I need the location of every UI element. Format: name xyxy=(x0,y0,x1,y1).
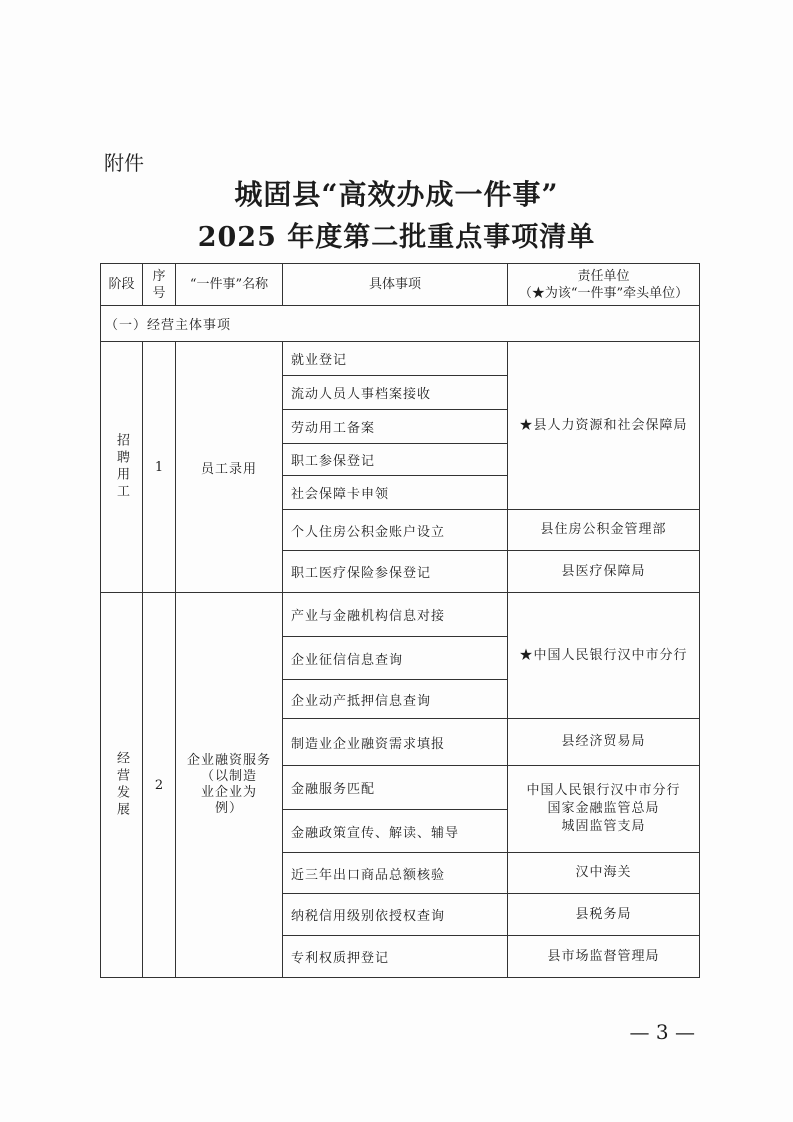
col-stage-header: 阶段 xyxy=(101,264,143,306)
item-cell: 劳动用工备案 xyxy=(283,410,508,444)
item-cell: 流动人员人事档案接收 xyxy=(283,376,508,410)
item-cell: 制造业企业融资需求填报 xyxy=(283,719,508,766)
item-cell: 产业与金融机构信息对接 xyxy=(283,593,508,637)
col-number-header: 序号 xyxy=(143,264,176,306)
unit-cell: 汉中海关 xyxy=(508,853,700,894)
stage-cell: 招聘用工 xyxy=(101,342,143,593)
item-cell: 职工参保登记 xyxy=(283,444,508,476)
col-item-header: 具体事项 xyxy=(283,264,508,306)
unit-header-main: 责任单位 xyxy=(577,268,630,284)
unit-cell: ★中国人民银行汉中市分行 xyxy=(508,593,700,719)
item-cell: 纳税信用级别依授权查询 xyxy=(283,894,508,936)
section-row xyxy=(101,306,700,342)
item-cell: 专利权质押登记 xyxy=(283,936,508,978)
number-cell: 2 xyxy=(143,593,176,978)
page-title-line2: 2025 年度第二批重点事项清单 xyxy=(197,222,596,253)
event-name-note: （以制造业企业为例） xyxy=(200,769,257,816)
unit-cell: 县经济贸易局 xyxy=(508,719,700,766)
section-label: （一）经营主体事项 xyxy=(101,306,700,342)
table-row xyxy=(101,342,700,376)
table-header-row xyxy=(101,264,700,306)
col-name-header: “一件事”名称 xyxy=(176,264,283,306)
event-name-cell xyxy=(176,593,283,978)
page-number: — 3 — xyxy=(629,1020,695,1044)
unit-cell xyxy=(508,766,700,853)
page-title-line1: 城固县“高效办成一件事” xyxy=(234,178,559,211)
table-row xyxy=(101,593,700,637)
unit-header-note: （★为该“一件事”牵头单位） xyxy=(518,285,689,301)
event-name-cell: 员工录用 xyxy=(176,342,283,593)
number-cell: 1 xyxy=(143,342,176,593)
item-cell: 职工医疗保险参保登记 xyxy=(283,551,508,593)
item-cell: 就业登记 xyxy=(283,342,508,376)
unit-cell: 县税务局 xyxy=(508,894,700,936)
unit-cell: 县医疗保障局 xyxy=(508,551,700,593)
unit-line: 城固监管支局 xyxy=(561,819,646,834)
item-cell: 金融服务匹配 xyxy=(283,766,508,810)
unit-cell: ★县人力资源和社会保障局 xyxy=(508,342,700,510)
event-name: 企业融资服务 xyxy=(186,753,271,768)
unit-cell: 县市场监督管理局 xyxy=(508,936,700,978)
unit-line: 中国人民银行汉中市分行 xyxy=(526,783,681,798)
item-cell: 个人住房公积金账户设立 xyxy=(283,510,508,551)
item-cell: 近三年出口商品总额核验 xyxy=(283,853,508,894)
items-table xyxy=(100,263,700,978)
unit-cell: 县住房公积金管理部 xyxy=(508,510,700,551)
item-cell: 企业征信信息查询 xyxy=(283,637,508,680)
unit-line: 国家金融监管总局 xyxy=(547,801,660,816)
item-cell: 金融政策宣传、解读、辅导 xyxy=(283,810,508,853)
stage-cell: 经营发展 xyxy=(101,593,143,978)
item-cell: 企业动产抵押信息查询 xyxy=(283,680,508,719)
col-unit-header xyxy=(508,264,700,306)
attachment-label: 附件 xyxy=(104,151,144,175)
item-cell: 社会保障卡申领 xyxy=(283,476,508,510)
